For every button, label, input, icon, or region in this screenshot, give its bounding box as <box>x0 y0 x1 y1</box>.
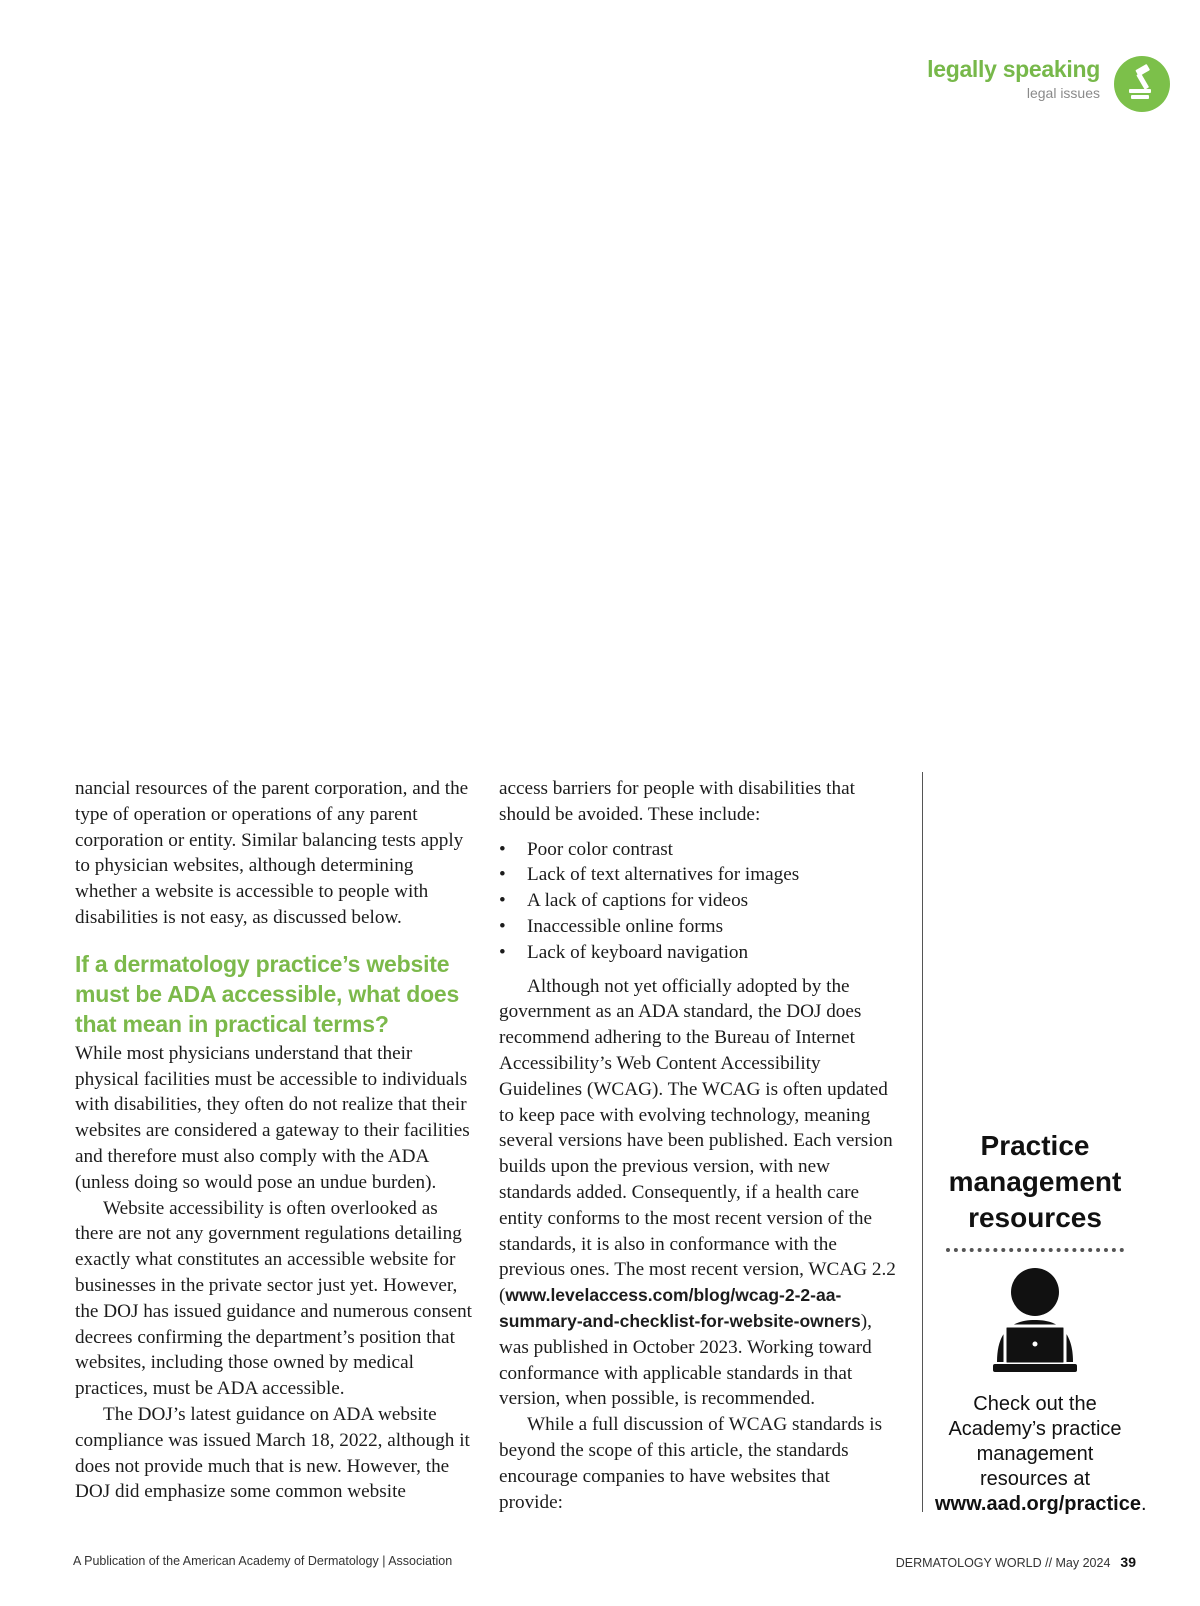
left-intro-paragraph: nancial resources of the parent corporation, and the type of operation or operations of any parent corporation or entity. Similar balancing tests apply to physician websites, although determining whether a website is accessible to people with disabilities is not easy, as discussed below. <box>75 778 469 928</box>
practice-link[interactable]: www.aad.org/practice <box>935 1493 1141 1515</box>
wcag-link[interactable]: www.levelaccess.com/blog/wcag-2-2-aa-summary-and-checklist-for-website-owners <box>499 1285 861 1331</box>
sidebar-title: Practice management resources <box>948 1130 1122 1233</box>
sidebar-text-body: Check out the Academy’s practice management resources at <box>948 1393 1122 1490</box>
sidebar-text <box>935 1392 1147 1517</box>
list-item: • Lack of text alternatives for images <box>499 862 897 888</box>
section-subtitle: legal issues <box>1026 85 1100 101</box>
dotted-divider <box>946 1248 1124 1252</box>
left-column <box>75 776 475 1505</box>
wcag-text-end: ), was published in October 2023. Working toward conformance with applicable standards in that version, when possible, is recommended. <box>499 1310 872 1410</box>
column-divider <box>922 772 923 1512</box>
middle-intro-paragraph: access barriers for people with disabilities that should be avoided. These include: <box>499 778 855 825</box>
gavel-icon <box>1114 56 1170 112</box>
footer-publication: A Publication of the American Academy of Dermatology | Association <box>73 1554 453 1568</box>
list-item: • A lack of captions for videos <box>499 888 897 914</box>
middle-paragraph-1 <box>499 974 897 1413</box>
footer-issue-text: DERMATOLOGY WORLD // May 2024 <box>895 1556 1111 1570</box>
left-paragraph-3: The DOJ’s latest guidance on ADA website compliance was issued March 18, 2022, although it does not provide much that is new. However, the DOJ did emphasize some common website <box>75 1403 470 1503</box>
section-title: legally speaking <box>927 56 1100 82</box>
person-laptop-icon <box>987 1266 1083 1378</box>
section-header <box>927 56 1100 101</box>
left-paragraph-2: Website accessibility is often overlooked as there are not any government regulations detailing exactly what constitutes an accessible website for businesses in the private sector just yet. However, the DOJ has issued guidance and numerous consent decrees confirming the department’s position that websites, including those owned by medical practices, must be ADA accessible. <box>75 1197 472 1400</box>
wcag-text: Although not yet officially adopted by the government as an ADA standard, the DOJ does recommend adhering to the Bureau of Internet Accessibility’s Web Content Accessibility Guidelines (WCAG). The WCAG is often updated to keep pace with evolving technology, meaning several versions have been published. Each version builds upon the previous version, with new standards added. Consequently, if a health care entity conforms to the most recent version of the standards, it is also in conformance with the previous ones. The most recent version, WCAG 2.2 ( <box>499 975 896 1307</box>
sidebar-box <box>935 1128 1147 1517</box>
barrier-list <box>499 837 897 966</box>
list-item: • Inaccessible online forms <box>499 914 897 940</box>
middle-column <box>499 776 897 1515</box>
sidebar-text-period: . <box>1141 1493 1147 1515</box>
list-item: • Poor color contrast <box>499 837 897 863</box>
footer-issue <box>896 1554 1136 1570</box>
list-item: • Lack of keyboard navigation <box>499 940 897 966</box>
middle-paragraph-2: While a full discussion of WCAG standards is beyond the scope of this article, the standards encourage companies to have websites that provide: <box>499 1414 883 1513</box>
page-number: 39 <box>1120 1554 1136 1570</box>
section-heading: If a dermatology practice’s website must be ADA accessible, what does that mean in practical terms? <box>75 950 460 1037</box>
left-paragraph-1: While most physicians understand that their physical facilities must be accessible to individuals with disabilities, they often do not realize that their websites are considered a gateway to their facilities and therefore must also comply with the ADA (unless doing so would pose an undue burden). <box>75 1042 470 1193</box>
